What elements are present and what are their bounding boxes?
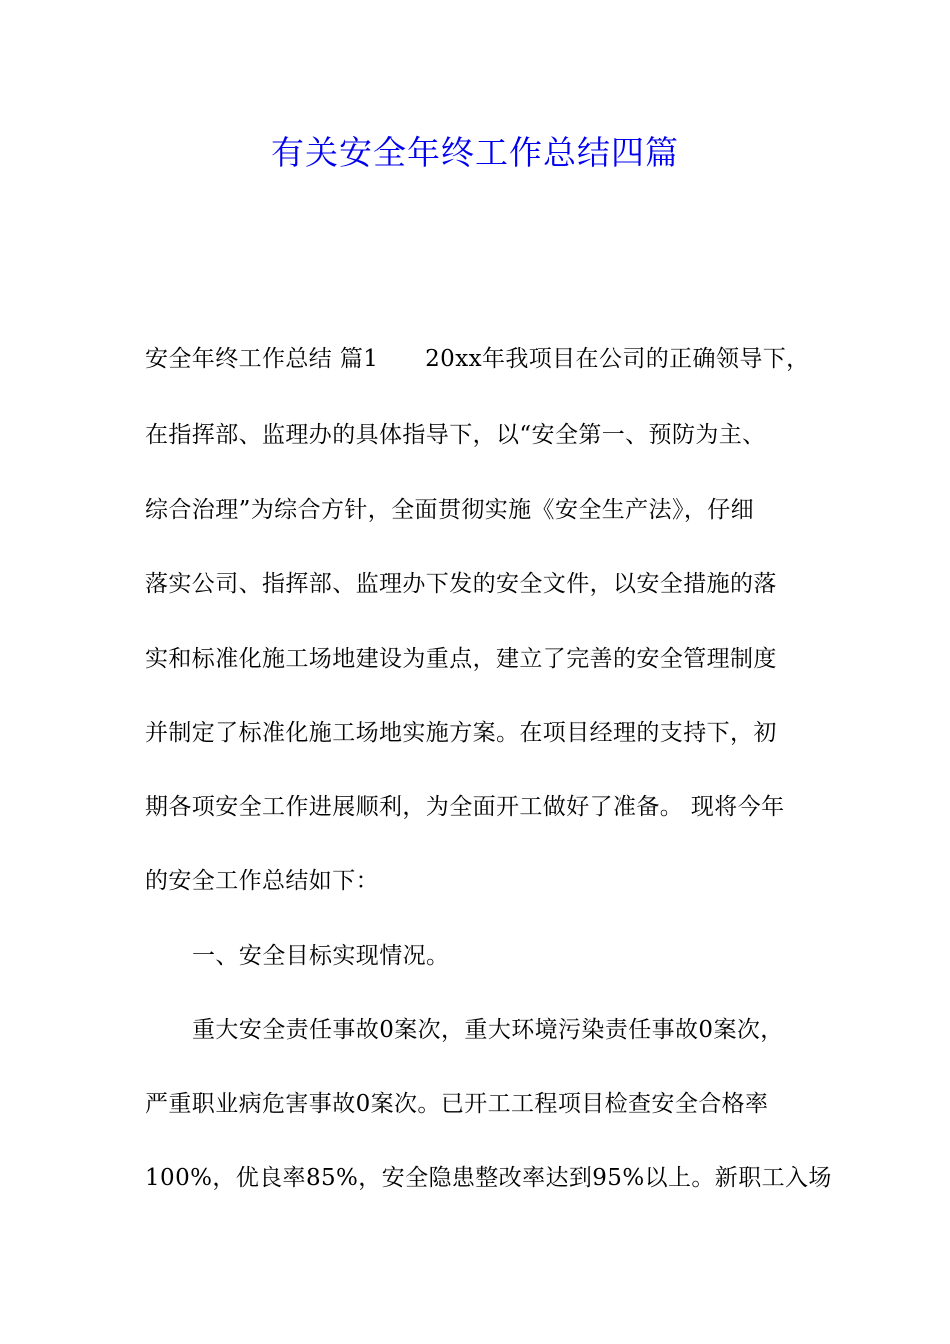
paragraph-line-5: 实和标准化施工场地建设为重点，建立了完善的安全管理制度: [145, 646, 777, 672]
document-title: 有关安全年终工作总结四篇: [271, 133, 679, 172]
paragraph-line-8: 的安全工作总结如下：: [145, 868, 379, 894]
paragraph-line-6: 并制定了标准化施工场地实施方案。在项目经理的支持下，初: [145, 720, 777, 746]
paragraph-line-10: 重大安全责任事故0案次，重大环境污染责任事故0案次，: [192, 1017, 784, 1043]
paragraph-line-7: 期各项安全工作进展顺利，为全面开工做好了准备。 现将今年: [145, 794, 785, 820]
paragraph-line-4: 落实公司、指挥部、监理办下发的安全文件，以安全措施的落: [145, 571, 777, 597]
paragraph-line-11: 严重职业病危害事故0案次。已开工工程项目检查安全合格率: [145, 1091, 769, 1117]
paragraph-line-12: 100%，优良率85%，安全隐患整改率达到95%以上。新职工入场: [145, 1165, 832, 1191]
paragraph-line-1: 安全年终工作总结 篇1 20xx年我项目在公司的正确领导下，: [145, 346, 810, 372]
section-heading-safety-goals: 一、安全目标实现情况。: [192, 943, 450, 969]
paragraph-line-2: 在指挥部、监理办的具体指导下，以“安全第一、预防为主、: [145, 422, 766, 448]
paragraph-line-3: 综合治理”为综合方针，全面贯彻实施《安全生产法》，仔细: [145, 497, 755, 523]
